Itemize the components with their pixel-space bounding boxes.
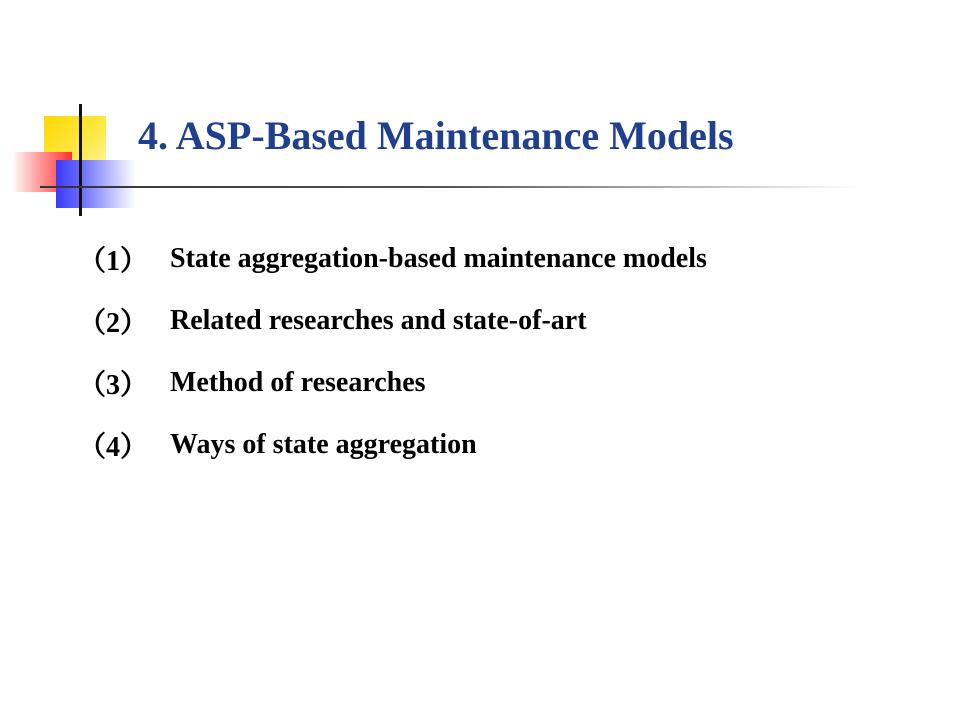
list-item	[78, 290, 707, 352]
decorative-blue-square	[56, 160, 100, 208]
item-text: Related researches and state-of-art	[170, 305, 587, 336]
title-underline	[40, 186, 860, 188]
decorative-vertical-line	[79, 104, 82, 216]
list-item	[78, 352, 707, 414]
slide-title: 4. ASP-Based Maintenance Models	[138, 113, 734, 158]
item-number: （4）	[78, 432, 149, 463]
list-item	[78, 414, 707, 476]
item-number: （2）	[78, 308, 149, 339]
item-text: Method of researches	[170, 367, 426, 398]
item-number: （3）	[78, 370, 149, 401]
bullet-list	[78, 228, 707, 476]
item-text: State aggregation-based maintenance models	[170, 243, 707, 274]
item-number: （1）	[78, 246, 149, 277]
decorative-blue-fade	[100, 160, 136, 208]
list-item	[78, 228, 707, 290]
item-text: Ways of state aggregation	[170, 429, 477, 460]
